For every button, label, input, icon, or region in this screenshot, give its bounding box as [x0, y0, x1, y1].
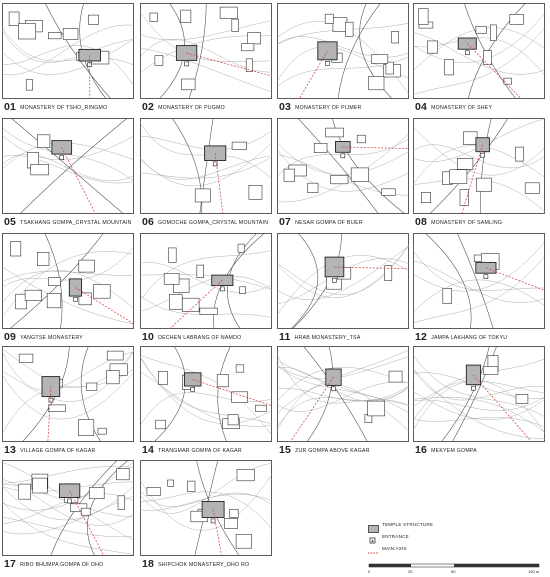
building-outline — [10, 242, 20, 256]
site-plan-map-06 — [140, 118, 272, 214]
building-outline — [232, 142, 247, 149]
building-outline — [116, 469, 129, 480]
site-plan-map-03 — [277, 3, 409, 99]
site-plan-map-13 — [2, 346, 134, 442]
entrance-marker-icon — [60, 156, 64, 160]
building-outline — [314, 143, 327, 152]
panel-number: 13 — [4, 444, 17, 456]
entrance-marker-icon — [332, 278, 336, 282]
building-outline — [256, 405, 267, 411]
site-plan-map-11 — [277, 233, 409, 329]
site-plan-panel-16 — [413, 346, 545, 456]
temple-structure — [69, 279, 81, 296]
panel-title: MONASTERY OF SHEY — [431, 105, 493, 111]
panel-number: 08 — [415, 216, 428, 228]
entrance-marker-icon — [74, 298, 78, 302]
building-outline — [18, 24, 35, 40]
building-outline — [88, 15, 98, 24]
panel-title: DECHEN LABRANG OF NAMDO — [158, 335, 242, 341]
building-outline — [419, 9, 429, 25]
panel-caption — [415, 215, 502, 229]
entrance-marker-icon — [211, 519, 215, 523]
building-outline — [118, 496, 125, 510]
building-outline — [516, 147, 524, 161]
entrance-marker-icon — [49, 398, 53, 402]
site-plan-panel-12 — [413, 233, 545, 343]
temple-structure — [318, 42, 337, 60]
site-plan-map-09 — [2, 233, 134, 329]
panel-caption — [4, 100, 107, 114]
site-plan-map-01 — [2, 3, 134, 99]
building-outline — [48, 278, 60, 286]
site-plan-map-17 — [2, 460, 134, 556]
temple-structure — [476, 262, 496, 273]
building-outline — [48, 33, 61, 39]
site-plan-map-18 — [140, 460, 272, 556]
building-outline — [195, 189, 210, 202]
panel-title: SHIPCHOK MONASTERY_DHO RO — [158, 562, 250, 568]
building-outline — [89, 487, 104, 498]
panel-caption — [142, 330, 241, 344]
building-outline — [217, 374, 228, 386]
entrance-marker-icon — [191, 387, 195, 391]
scale-tick-50: 50 — [451, 569, 456, 574]
site-plan-panel-14 — [140, 346, 272, 456]
entrance-marker-icon — [325, 61, 329, 65]
building-outline — [450, 170, 467, 184]
temple-structure — [184, 373, 201, 386]
panel-title: TRANGMAR GOMPA OF KAGAR — [158, 448, 242, 454]
building-outline — [325, 14, 333, 23]
building-outline — [371, 55, 387, 64]
legend-entrance — [368, 533, 548, 543]
panel-number: 05 — [4, 216, 17, 228]
site-plan-panel-15 — [277, 346, 409, 456]
panel-number: 11 — [279, 331, 291, 343]
panel-caption — [4, 330, 83, 344]
building-outline — [392, 31, 399, 43]
legend-axis-label: MAIN AXIS — [382, 546, 407, 551]
building-outline — [242, 44, 254, 51]
building-outline — [483, 367, 498, 375]
building-outline — [351, 168, 369, 182]
panel-caption — [4, 443, 96, 457]
building-outline — [421, 192, 430, 202]
building-outline — [187, 481, 195, 491]
panel-number: 14 — [142, 444, 155, 456]
legend-entrance-label: ENTRANCE — [382, 534, 409, 539]
building-outline — [78, 420, 93, 436]
panel-number: 09 — [4, 331, 17, 343]
site-plan-panel-02 — [140, 3, 272, 113]
entrance-marker-icon — [484, 275, 488, 279]
panel-title: MONASTERY OF TSHO_RINGMO — [20, 105, 108, 111]
panel-number: 12 — [415, 331, 428, 343]
site-plan-panel-01 — [2, 3, 134, 113]
building-outline — [49, 405, 66, 412]
building-outline — [94, 285, 111, 299]
building-outline — [197, 265, 204, 278]
site-plan-panel-07 — [277, 118, 409, 228]
building-outline — [483, 51, 491, 65]
site-plan-panel-06 — [140, 118, 272, 228]
building-outline — [156, 420, 166, 429]
site-plan-map-12 — [413, 233, 545, 329]
site-plan-map-05 — [2, 118, 134, 214]
site-plan-panel-04 — [413, 3, 545, 113]
site-plan-map-14 — [140, 346, 272, 442]
building-outline — [457, 158, 473, 169]
entrance-marker-icon — [68, 499, 72, 503]
panel-number: 06 — [142, 216, 155, 228]
building-outline — [81, 508, 90, 515]
panel-number: 01 — [4, 101, 17, 113]
building-outline — [25, 290, 42, 300]
building-outline — [158, 371, 167, 384]
entrance-marker-icon — [185, 62, 189, 66]
building-outline — [19, 354, 33, 362]
scale-tick-25: 25 — [408, 569, 413, 574]
site-plan-panel-03 — [277, 3, 409, 113]
panel-title: ZUR GOMPA ABOVE KAGAR — [295, 448, 370, 454]
panel-caption — [4, 215, 132, 229]
panel-caption — [279, 330, 361, 344]
temple-structure — [52, 141, 72, 155]
site-plan-panel-10 — [140, 233, 272, 343]
building-outline — [333, 18, 347, 32]
building-outline — [228, 415, 238, 425]
building-outline — [284, 169, 295, 181]
building-outline — [33, 478, 48, 493]
entrance-marker-icon — [220, 287, 224, 291]
building-outline — [236, 534, 251, 548]
panel-number: 18 — [142, 558, 155, 570]
building-outline — [308, 183, 318, 192]
scale-bar — [368, 563, 540, 577]
building-outline — [385, 266, 392, 281]
building-outline — [331, 175, 348, 184]
site-plan-map-10 — [140, 233, 272, 329]
scale-tick-100: 100 m — [528, 569, 540, 574]
building-outline — [326, 128, 344, 137]
building-outline — [232, 19, 239, 31]
panel-number: 04 — [415, 101, 428, 113]
panel-caption — [142, 443, 242, 457]
building-outline — [87, 383, 97, 390]
panel-number: 07 — [279, 216, 292, 228]
building-outline — [181, 10, 191, 22]
temple-structure — [458, 38, 476, 49]
panel-title: MEKYEM GOMPA — [431, 448, 477, 454]
building-outline — [63, 28, 78, 39]
site-plan-map-16 — [413, 346, 545, 442]
site-plan-map-02 — [140, 3, 272, 99]
panel-caption — [142, 100, 225, 114]
scale-tick-0: 0 — [368, 569, 371, 574]
site-plan-map-07 — [277, 118, 409, 214]
site-plan-map-08 — [413, 118, 545, 214]
building-outline — [525, 183, 539, 194]
panel-title: NESAR GOMPA OF BIJER — [295, 220, 363, 226]
panel-title: TSAKHANG GOMPA_CRYSTAL MOUNTAIN — [20, 220, 132, 226]
building-outline — [346, 22, 354, 36]
legend-temple — [368, 521, 548, 531]
building-outline — [464, 132, 478, 145]
site-plan-panel-18 — [140, 460, 272, 570]
panel-number: 03 — [279, 101, 292, 113]
building-outline — [240, 287, 246, 294]
site-plan-panel-17 — [2, 460, 134, 570]
building-outline — [510, 14, 524, 24]
building-outline — [169, 248, 177, 262]
panel-caption — [415, 443, 477, 457]
building-outline — [37, 252, 49, 265]
building-outline — [147, 487, 161, 495]
panel-caption — [279, 100, 362, 114]
entrance-marker-icon — [471, 386, 475, 390]
building-outline — [427, 41, 437, 53]
panel-caption — [142, 557, 249, 571]
panel-title: GOMOCHE GOMPA_CRYSTAL MOUNTAIN — [158, 220, 269, 226]
building-outline — [504, 78, 512, 84]
building-outline — [237, 469, 254, 481]
entrance-marker-icon — [332, 387, 336, 391]
building-outline — [443, 288, 452, 303]
panel-number: 15 — [279, 444, 292, 456]
panel-title: MONASTERY OF PUGMO — [158, 105, 225, 111]
site-plan-panel-08 — [413, 118, 545, 228]
site-plan-map-15 — [277, 346, 409, 442]
building-outline — [248, 33, 261, 44]
panel-title: HRAB MONASTERY_TSA — [294, 335, 361, 341]
building-outline — [389, 371, 402, 382]
panel-title: YANGTSE MONASTERY — [20, 335, 83, 341]
building-outline — [476, 26, 487, 33]
panel-number: 02 — [142, 101, 155, 113]
building-outline — [155, 56, 163, 66]
building-outline — [98, 428, 106, 434]
building-outline — [445, 59, 454, 75]
panel-title: JAMPA LAKHANG OF TOKYU — [431, 335, 508, 341]
panel-caption — [415, 100, 492, 114]
panel-caption — [142, 215, 268, 229]
panel-title: MONASTERY OF SAMLING — [431, 220, 503, 226]
building-outline — [31, 164, 49, 175]
building-outline — [238, 244, 244, 252]
building-outline — [476, 178, 491, 191]
building-outline — [200, 308, 218, 314]
building-outline — [47, 293, 61, 308]
entrance-marker-icon — [481, 153, 485, 157]
panel-number: 10 — [142, 331, 155, 343]
site-plan-panel-11 — [277, 233, 409, 343]
building-outline — [369, 76, 384, 89]
building-outline — [26, 80, 32, 91]
main-axis-line-icon — [368, 549, 380, 558]
building-outline — [19, 484, 31, 499]
panel-title: VILLAGE GOMPA OF KAGAR — [20, 448, 96, 454]
building-outline — [225, 518, 238, 528]
building-outline — [169, 295, 182, 310]
panel-caption — [4, 557, 103, 571]
building-outline — [249, 185, 262, 199]
entrance-marker-icon — [341, 154, 345, 158]
building-outline — [236, 365, 244, 372]
site-plan-map-04 — [413, 3, 545, 99]
building-outline — [168, 480, 174, 486]
legend-temple-label: TEMPLE STRUCTURE — [382, 522, 434, 527]
legend-axis — [368, 545, 548, 555]
site-plan-panel-13 — [2, 346, 134, 456]
building-outline — [230, 510, 239, 518]
building-outline — [490, 25, 496, 41]
entrance-marker-icon — [465, 51, 469, 55]
building-outline — [516, 394, 528, 403]
site-plan-panel-09 — [2, 233, 134, 343]
building-outline — [107, 351, 123, 360]
building-outline — [107, 371, 120, 384]
building-outline — [9, 12, 19, 26]
panel-number: 17 — [4, 558, 17, 570]
panel-number: 16 — [415, 444, 428, 456]
building-outline — [150, 13, 158, 22]
panel-title: RIBO BHUMPA GOMPA OF DHO — [20, 562, 104, 568]
site-plan-panel-05 — [2, 118, 134, 228]
building-outline — [368, 401, 385, 416]
panel-caption — [279, 443, 370, 457]
building-outline — [220, 7, 237, 19]
panel-caption — [415, 330, 507, 344]
panel-caption — [279, 215, 363, 229]
building-outline — [164, 273, 179, 284]
building-outline — [357, 135, 365, 143]
building-outline — [37, 135, 50, 148]
building-outline — [382, 189, 396, 196]
building-outline — [386, 62, 394, 74]
building-outline — [79, 260, 95, 272]
panel-title: MONASTERY OF PIJMER — [295, 105, 362, 111]
building-outline — [182, 79, 196, 90]
building-outline — [460, 190, 469, 206]
temple-structure — [476, 138, 490, 152]
